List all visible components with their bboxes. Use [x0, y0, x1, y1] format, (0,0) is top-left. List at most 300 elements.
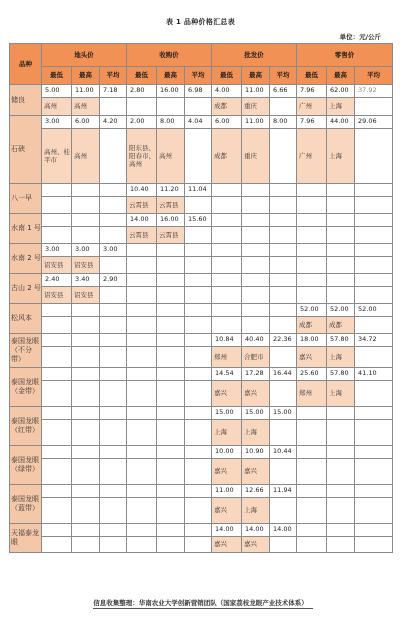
price-cell: 34.72: [355, 334, 393, 347]
location-cell: 郑州: [297, 381, 327, 407]
price-cell: [297, 274, 327, 287]
price-cell: [212, 214, 242, 227]
location-cell: 诏安县: [42, 257, 72, 274]
price-cell: [127, 407, 157, 420]
price-cell: 10.00: [212, 446, 242, 459]
price-cell: 2.80: [127, 85, 157, 98]
price-cell: 2.00: [127, 116, 157, 129]
price-cell: [242, 244, 270, 257]
header-variety: 品种: [10, 44, 42, 85]
empty-cell: [185, 381, 212, 407]
price-cell: [42, 524, 72, 537]
price-cell: 29.06: [355, 116, 393, 129]
price-cell: 6.66: [270, 85, 297, 98]
price-cell: [100, 446, 127, 459]
empty-cell: [185, 498, 212, 524]
empty-cell: [242, 287, 270, 304]
price-cell: [270, 304, 297, 317]
location-cell: 重庆: [242, 129, 270, 184]
price-cell: [355, 214, 393, 227]
price-cell: 40.40: [242, 334, 270, 347]
price-cell: [157, 244, 185, 257]
location-cell: 广州: [297, 129, 327, 184]
price-cell: [297, 485, 327, 498]
price-cell: 6.00: [72, 116, 100, 129]
price-cell: [185, 407, 212, 420]
price-cell: 62.00: [327, 85, 355, 98]
empty-cell: [42, 537, 72, 553]
empty-cell: [127, 459, 157, 485]
empty-cell: [270, 317, 297, 334]
empty-cell: [242, 197, 270, 214]
price-cell: [355, 407, 393, 420]
price-cell: [212, 244, 242, 257]
price-cell: 57.80: [327, 368, 355, 381]
variety-name: 储良: [10, 85, 42, 116]
price-cell: 10.44: [270, 446, 297, 459]
price-cell: [355, 184, 393, 197]
subheader-avg: 平均: [185, 67, 212, 85]
table-row: [10, 459, 393, 485]
price-cell: 3.00: [42, 244, 72, 257]
price-cell: [127, 304, 157, 317]
empty-cell: [157, 420, 185, 446]
empty-cell: [100, 197, 127, 214]
empty-cell: [157, 98, 185, 116]
empty-cell: [157, 287, 185, 304]
table-row: [10, 381, 393, 407]
price-cell: 12.66: [242, 485, 270, 498]
empty-cell: [355, 317, 393, 334]
price-cell: [270, 214, 297, 227]
price-cell: [100, 485, 127, 498]
variety-name: 松风本: [10, 304, 42, 334]
price-cell: [100, 304, 127, 317]
table-row: [10, 227, 393, 244]
price-cell: [100, 184, 127, 197]
empty-cell: [297, 197, 327, 214]
location-cell: 高州: [72, 129, 100, 184]
variety-name: 古山 2 号: [10, 274, 42, 304]
price-cell: [127, 446, 157, 459]
price-cell: [157, 524, 185, 537]
subheader-min: 最低: [127, 67, 157, 85]
empty-cell: [297, 227, 327, 244]
price-cell: [185, 244, 212, 257]
location-cell: 嘉兴: [242, 459, 270, 485]
price-cell: 4.04: [185, 116, 212, 129]
empty-cell: [270, 347, 297, 368]
price-cell: [297, 214, 327, 227]
price-cell: [127, 368, 157, 381]
header-purchase: 收购价: [127, 44, 212, 67]
footnote-underline: [93, 608, 313, 609]
table-body: [10, 85, 393, 553]
table-row: [10, 274, 393, 287]
empty-cell: [270, 197, 297, 214]
unit-label: 单位：元/公斤: [339, 33, 381, 41]
empty-cell: [297, 537, 327, 553]
price-cell: 7.96: [297, 85, 327, 98]
price-cell: 15.00: [212, 407, 242, 420]
price-cell: [42, 184, 72, 197]
variety-name: 水南 2 号: [10, 244, 42, 274]
empty-cell: [127, 257, 157, 274]
location-cell: 高州: [72, 98, 100, 116]
price-cell: [185, 446, 212, 459]
price-cell: [297, 244, 327, 257]
empty-cell: [212, 257, 242, 274]
empty-cell: [42, 420, 72, 446]
price-cell: 6.00: [212, 116, 242, 129]
table-row: [10, 498, 393, 524]
empty-cell: [327, 227, 355, 244]
price-cell: [242, 184, 270, 197]
price-cell: 15.00: [242, 407, 270, 420]
price-cell: 3.40: [72, 274, 100, 287]
empty-cell: [270, 420, 297, 446]
location-cell: 嘉兴: [212, 459, 242, 485]
location-cell: 诏安县: [72, 257, 100, 274]
price-cell: [355, 524, 393, 537]
location-cell: 上海: [242, 498, 270, 524]
empty-cell: [242, 227, 270, 244]
location-cell: 嘉兴: [242, 381, 270, 407]
variety-name: 泰国龙眼（绿带）: [10, 446, 42, 485]
price-cell: 11.94: [270, 485, 297, 498]
table-row: [10, 485, 393, 498]
price-cell: 41.10: [355, 368, 393, 381]
price-cell: 7.96: [297, 116, 327, 129]
location-cell: 高州、桂平市: [42, 129, 72, 184]
price-cell: 14.00: [127, 214, 157, 227]
empty-cell: [127, 317, 157, 334]
price-cell: [327, 524, 355, 537]
empty-cell: [185, 347, 212, 368]
empty-cell: [185, 257, 212, 274]
price-cell: [355, 274, 393, 287]
price-cell: 10.40: [127, 184, 157, 197]
empty-cell: [327, 420, 355, 446]
location-cell: 上海: [327, 98, 355, 116]
price-cell: [72, 214, 100, 227]
price-cell: [100, 334, 127, 347]
price-cell: [185, 274, 212, 287]
price-cell: [157, 446, 185, 459]
price-cell: 22.36: [270, 334, 297, 347]
price-cell: 17.28: [242, 368, 270, 381]
price-cell: [327, 485, 355, 498]
location-cell: 上海: [327, 347, 355, 368]
location-cell: 诏安县: [72, 287, 100, 304]
empty-cell: [72, 347, 100, 368]
price-cell: [185, 304, 212, 317]
empty-cell: [355, 381, 393, 407]
price-cell: [127, 485, 157, 498]
table-row: [10, 129, 393, 184]
price-cell: [100, 214, 127, 227]
variety-name: 泰国龙眼（金带）: [10, 368, 42, 407]
empty-cell: [355, 227, 393, 244]
price-cell: [327, 446, 355, 459]
price-cell: 52.00: [355, 304, 393, 317]
empty-cell: [72, 498, 100, 524]
price-cell: [270, 244, 297, 257]
price-cell: [297, 524, 327, 537]
price-cell: [242, 214, 270, 227]
price-cell: [157, 274, 185, 287]
empty-cell: [355, 498, 393, 524]
price-cell: [42, 446, 72, 459]
empty-cell: [157, 317, 185, 334]
price-cell: [185, 334, 212, 347]
empty-cell: [327, 287, 355, 304]
price-cell: [185, 524, 212, 537]
price-cell: 3.00: [72, 244, 100, 257]
empty-cell: [327, 498, 355, 524]
empty-cell: [270, 129, 297, 184]
price-cell: [42, 304, 72, 317]
price-cell: 2.40: [42, 274, 72, 287]
price-cell: [355, 244, 393, 257]
location-cell: 成都: [212, 129, 242, 184]
price-cell: 8.00: [270, 116, 297, 129]
price-cell: 16.44: [270, 368, 297, 381]
empty-cell: [157, 257, 185, 274]
location-cell: 云霄县: [157, 227, 185, 244]
price-cell: [212, 184, 242, 197]
empty-cell: [72, 227, 100, 244]
subheader-max: 最高: [327, 67, 355, 85]
empty-cell: [100, 347, 127, 368]
empty-cell: [297, 498, 327, 524]
table-row: [10, 257, 393, 274]
empty-cell: [212, 317, 242, 334]
empty-cell: [100, 420, 127, 446]
price-cell: 11.00: [212, 485, 242, 498]
table-row: [10, 304, 393, 317]
table-row: [10, 537, 393, 553]
empty-cell: [185, 227, 212, 244]
price-cell: [72, 407, 100, 420]
empty-cell: [157, 459, 185, 485]
table-row: [10, 244, 393, 257]
location-cell: 嘉兴: [212, 498, 242, 524]
price-cell: 6.98: [185, 85, 212, 98]
variety-name: 泰国龙眼（红带）: [10, 407, 42, 446]
empty-cell: [270, 98, 297, 116]
price-cell: [42, 485, 72, 498]
table-row: [10, 407, 393, 420]
empty-cell: [42, 317, 72, 334]
empty-cell: [355, 197, 393, 214]
subheader-max: 最高: [72, 67, 100, 85]
empty-cell: [127, 98, 157, 116]
empty-cell: [157, 381, 185, 407]
table-row: [10, 116, 393, 129]
price-cell: [42, 368, 72, 381]
price-cell: [72, 304, 100, 317]
price-cell: [42, 407, 72, 420]
empty-cell: [185, 287, 212, 304]
price-cell: [72, 485, 100, 498]
empty-cell: [212, 197, 242, 214]
empty-cell: [185, 129, 212, 184]
empty-cell: [157, 347, 185, 368]
empty-cell: [355, 287, 393, 304]
location-cell: 嘉兴: [242, 537, 270, 553]
empty-cell: [100, 257, 127, 274]
location-cell: 高州: [157, 129, 185, 184]
subheader-min: 最低: [42, 67, 72, 85]
empty-cell: [42, 459, 72, 485]
location-cell: 阳东县、阳春市、高州: [127, 129, 157, 184]
location-cell: 广州: [297, 98, 327, 116]
price-cell: [355, 446, 393, 459]
variety-name: 水南 1 号: [10, 214, 42, 244]
price-cell: [127, 524, 157, 537]
price-cell: 4.20: [100, 116, 127, 129]
empty-cell: [297, 459, 327, 485]
location-cell: 上海: [212, 420, 242, 446]
price-cell: 25.60: [297, 368, 327, 381]
price-cell: [100, 407, 127, 420]
price-cell: [157, 304, 185, 317]
subheader-min: 最低: [212, 67, 242, 85]
empty-cell: [327, 537, 355, 553]
empty-cell: [127, 537, 157, 553]
price-cell: 14.00: [212, 524, 242, 537]
table-row: [10, 420, 393, 446]
price-cell: 11.04: [185, 184, 212, 197]
empty-cell: [270, 227, 297, 244]
price-cell: [157, 334, 185, 347]
price-cell: [157, 485, 185, 498]
price-cell: [127, 244, 157, 257]
price-cell: 10.90: [242, 446, 270, 459]
empty-cell: [270, 537, 297, 553]
subheader-avg: 平均: [270, 67, 297, 85]
location-cell: 成都: [297, 317, 327, 334]
table-row: [10, 446, 393, 459]
price-cell: 3.00: [42, 116, 72, 129]
table-row: [10, 214, 393, 227]
price-summary-table: [9, 43, 393, 553]
price-cell: 7.18: [100, 85, 127, 98]
empty-cell: [270, 459, 297, 485]
price-cell: [327, 407, 355, 420]
subheader-avg: 平均: [100, 67, 127, 85]
empty-cell: [127, 287, 157, 304]
price-cell: [42, 334, 72, 347]
table-row: [10, 287, 393, 304]
empty-cell: [185, 420, 212, 446]
empty-cell: [72, 197, 100, 214]
empty-cell: [100, 129, 127, 184]
empty-cell: [355, 98, 393, 116]
price-cell: [42, 214, 72, 227]
price-cell: [127, 334, 157, 347]
empty-cell: [100, 317, 127, 334]
price-cell: [157, 407, 185, 420]
location-cell: 诏安县: [42, 287, 72, 304]
price-cell: 15.00: [270, 407, 297, 420]
empty-cell: [42, 498, 72, 524]
price-cell: 11.00: [242, 85, 270, 98]
price-cell: [72, 368, 100, 381]
price-cell: [270, 184, 297, 197]
empty-cell: [157, 537, 185, 553]
empty-cell: [42, 197, 72, 214]
price-cell: 52.00: [297, 304, 327, 317]
empty-cell: [127, 347, 157, 368]
empty-cell: [42, 381, 72, 407]
empty-cell: [327, 459, 355, 485]
empty-cell: [297, 420, 327, 446]
location-cell: 嘉兴: [212, 537, 242, 553]
price-cell: 11.00: [242, 116, 270, 129]
empty-cell: [185, 459, 212, 485]
subheader-avg: 平均: [355, 67, 393, 85]
empty-cell: [270, 257, 297, 274]
price-cell: 44.00: [327, 116, 355, 129]
empty-cell: [100, 537, 127, 553]
empty-cell: [127, 420, 157, 446]
header-farmgate: 地头价: [42, 44, 127, 67]
empty-cell: [157, 498, 185, 524]
empty-cell: [327, 197, 355, 214]
location-cell: 嘉兴: [212, 381, 242, 407]
empty-cell: [185, 98, 212, 116]
empty-cell: [355, 347, 393, 368]
price-cell: 11.00: [72, 85, 100, 98]
location-cell: 合肥市: [242, 347, 270, 368]
variety-name: 石硖: [10, 116, 42, 184]
variety-name: 泰国龙眼（不分带）: [10, 334, 42, 368]
empty-cell: [185, 197, 212, 214]
price-cell: [157, 368, 185, 381]
price-cell: 57.80: [327, 334, 355, 347]
header-retail: 零售价: [297, 44, 393, 67]
variety-name: 八一早: [10, 184, 42, 214]
table-row: [10, 317, 393, 334]
price-cell: 5.00: [42, 85, 72, 98]
price-cell: [297, 407, 327, 420]
price-cell: [297, 184, 327, 197]
empty-cell: [100, 98, 127, 116]
price-cell: 8.00: [157, 116, 185, 129]
price-cell: 15.60: [185, 214, 212, 227]
price-cell: [212, 304, 242, 317]
location-cell: 云霄县: [127, 227, 157, 244]
empty-cell: [72, 459, 100, 485]
location-cell: 成都: [212, 98, 242, 116]
location-cell: 云霄县: [157, 197, 185, 214]
table-row: [10, 334, 393, 347]
empty-cell: [127, 498, 157, 524]
price-cell: [72, 334, 100, 347]
table-row: [10, 368, 393, 381]
empty-cell: [242, 317, 270, 334]
empty-cell: [270, 498, 297, 524]
empty-cell: [100, 459, 127, 485]
empty-cell: [212, 287, 242, 304]
source-note: 信息收集整理：华南农业大学创新营销团队（国家荔枝龙眼产业技术体系）: [93, 599, 308, 607]
price-cell: [327, 214, 355, 227]
location-cell: 高州: [42, 98, 72, 116]
price-cell: 18.00: [297, 334, 327, 347]
empty-cell: [100, 227, 127, 244]
